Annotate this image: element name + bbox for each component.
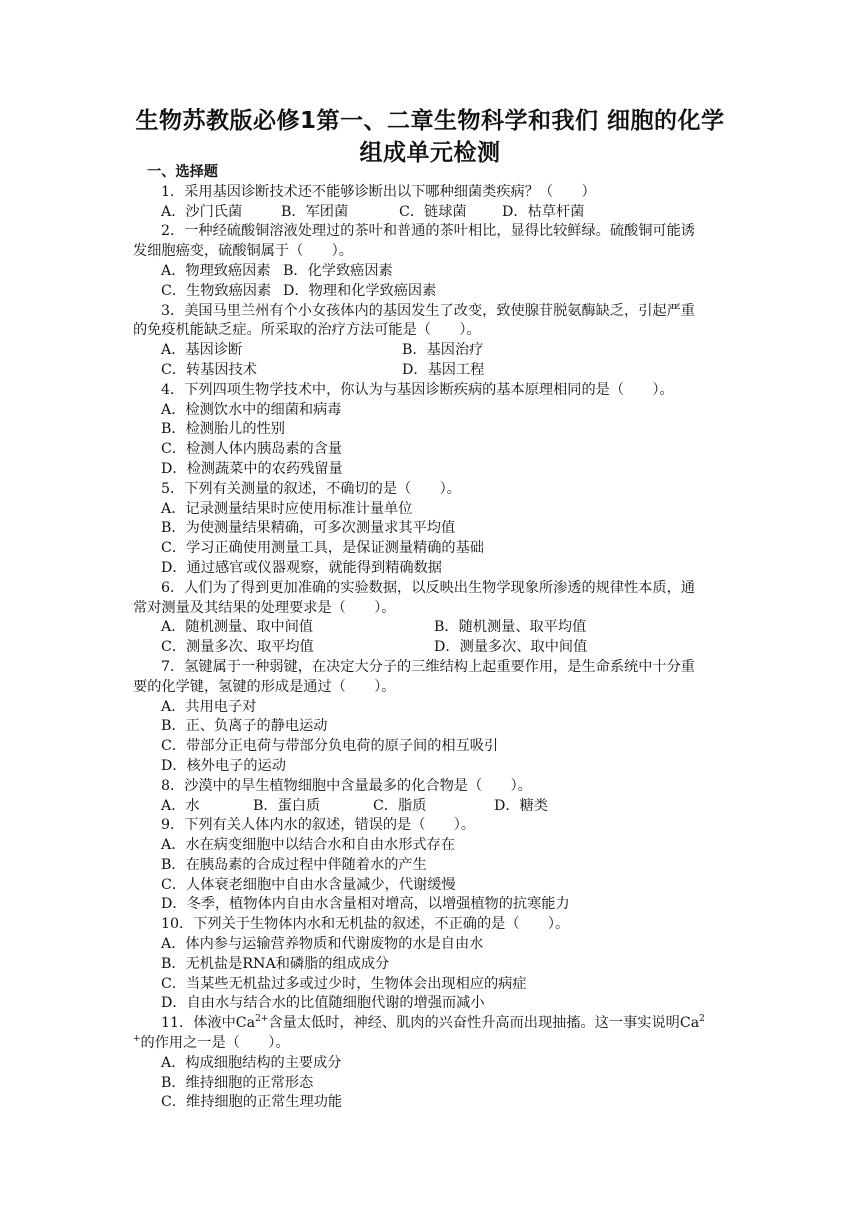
question-10-option-b: B．无机盐是RNA和磷脂的组成成分 [161,955,390,972]
question-5-option-a: A．记录测量结果时应使用标准计量单位 [161,500,413,517]
question-1-stem: 1．采用基因诊断技术还不能够诊断出以下哪种细菌类疾病？（ ） [161,183,596,200]
question-4-stem: 4．下列四项生物学技术中，你认为与基因诊断疾病的基本原理相同的是（ ）。 [161,381,674,398]
question-2-options-row-1 [133,262,735,282]
question-10-option-a: A．体内参与运输营养物质和代谢废物的水是自由水 [161,936,484,953]
question-7-option-b: B．正、负离子的静电运动 [161,718,328,735]
question-9-option-a: A．水在病变细胞中以结合水和自由水形式存在 [161,837,455,854]
question-4-option-a: A．检测饮水中的细菌和病毒 [161,401,342,418]
option-a: A．沙门氏菌 [161,203,243,220]
option-b: B．化学致癌因素 [283,262,393,279]
question-5-option-d: D．通过感官或仪器观察，就能得到精确数据 [161,559,442,576]
question-2-options-row-2 [133,282,735,302]
option-b: B．蛋白质 [253,797,321,814]
option-d: D．糖类 [494,797,548,814]
question-8-options [133,797,735,817]
question-9-option-c: C．人体衰老细胞中自由水含量减少，代谢缓慢 [161,876,456,893]
option-d: D．基因工程 [402,361,485,378]
option-c: C．脂质 [373,797,427,814]
question-6-options-row-2 [133,638,735,658]
option-d: D．物理和化学致癌因素 [283,282,437,299]
option-c: C．测量多次、取平均值 [161,639,314,656]
option-a: A．随机测量、取中间值 [161,619,314,636]
option-d: D．测量多次、取中间值 [434,639,588,656]
option-a: A．水 [161,797,200,814]
question-3-options-row-2 [133,361,735,381]
question-11-option-a: A．构成细胞结构的主要成分 [161,1054,342,1071]
document-title-line-2: 组成单元检测 [359,140,501,166]
option-d: D．枯草杆菌 [502,203,585,220]
option-c: C．转基因技术 [161,361,257,378]
section-heading: 一、选择题 [147,164,218,180]
document-body [133,163,735,1113]
question-11-stem [133,1014,735,1034]
question-9-option-b: B．在胰岛素的合成过程中伴随着水的产生 [161,856,427,873]
question-11-stem-cont [133,1034,735,1054]
question-10-option-d: D．自由水与结合水的比值随细胞代谢的增强而减小 [161,995,485,1012]
option-c: C．链球菌 [399,203,467,220]
option-b: B．基因治疗 [402,342,484,359]
question-10-option-c: C．当某些无机盐过多或过少时，生物体会出现相应的病症 [161,975,527,992]
superscript-charge: 2+ [255,1014,269,1025]
question-9-option-d: D．冬季，植物体内自由水含量相对增高，以增强植物的抗寒能力 [161,896,570,913]
question-7-option-d: D．核外电子的运动 [161,757,286,774]
question-8-stem: 8．沙漠中的旱生植物细胞中含量最多的化合物是（ ）。 [161,777,532,794]
superscript-charge-digit: 2 [699,1014,705,1025]
question-5-option-c: C．学习正确使用测量工具，是保证测量精确的基础 [161,540,484,557]
question-3-stem: 3．美国马里兰州有个小女孩体内的基因发生了改变，致使腺苷脱氨酶缺乏，引起严重 [161,302,695,319]
question-6-stem-cont: 常对测量及其结果的处理要求是（ ）。 [133,599,396,616]
option-a: A．物理致癌因素 [161,262,271,279]
question-11-option-b: B．维持细胞的正常形态 [161,1074,314,1091]
question-9-stem: 9．下列有关人体内水的叙述，错误的是（ ）。 [161,817,476,834]
option-a: A．基因诊断 [161,342,243,359]
question-6-options-row-1 [133,618,735,638]
question-7-option-a: A．共用电子对 [161,698,257,715]
question-7-stem: 7．氢键属于一种弱键，在决定大分子的三维结构上起重要作用，是生命系统中十分重 [161,658,695,675]
document-title-line-1: 生物苏教版必修1第一、二章生物科学和我们 细胞的化学 [135,108,725,134]
option-b: B．随机测量、取平均值 [434,619,587,636]
question-6-stem: 6．人们为了得到更加准确的实验数据，以反映出生物学现象所渗透的规律性本质，通 [161,579,695,596]
question-4-option-d: D．检测蔬菜中的农药残留量 [161,460,343,477]
question-11-stem-part-b: 含量太低时，神经、肌肉的兴奋性升高而出现抽搐。这一事实说明Ca [268,1015,700,1032]
question-2-stem: 2．一种经硫酸铜溶液处理过的茶叶和普通的茶叶相比，显得比较鲜绿。硫酸铜可能诱 [161,223,695,240]
option-c: C．生物致癌因素 [161,282,272,299]
question-4-option-b: B．检测胎儿的性别 [161,421,285,438]
question-3-stem-cont: 的免疫机能缺乏症。所采取的治疗方法可能是（ ）。 [133,322,481,339]
question-7-option-c: C．带部分正电荷与带部分负电荷的原子间的相互吸引 [161,738,499,755]
question-1-options [133,203,735,223]
question-4-option-c: C．检测人体内胰岛素的含量 [161,441,343,458]
question-11-option-c: C．维持细胞的正常生理功能 [161,1094,343,1111]
question-11-stem-part-c: 的作用之一是（ ）。 [140,1035,290,1052]
question-7-stem-cont: 要的化学键，氢键的形成是通过（ ）。 [133,678,396,695]
question-5-option-b: B．为使测量结果精确，可多次测量求其平均值 [161,520,456,537]
question-10-stem: 10．下列关于生物体内水和无机盐的叙述，不正确的是（ ）。 [161,916,570,933]
option-b: B．军团菌 [281,203,349,220]
superscript-charge-sign: + [133,1034,141,1045]
question-2-stem-cont: 发细胞癌变，硫酸铜属于（ ）。 [133,243,353,260]
question-11-stem-part-a: 11．体液中Ca [161,1015,256,1032]
question-5-stem: 5．下列有关测量的叙述，不确切的是（ ）。 [161,480,461,497]
question-3-options-row-1 [133,341,735,361]
